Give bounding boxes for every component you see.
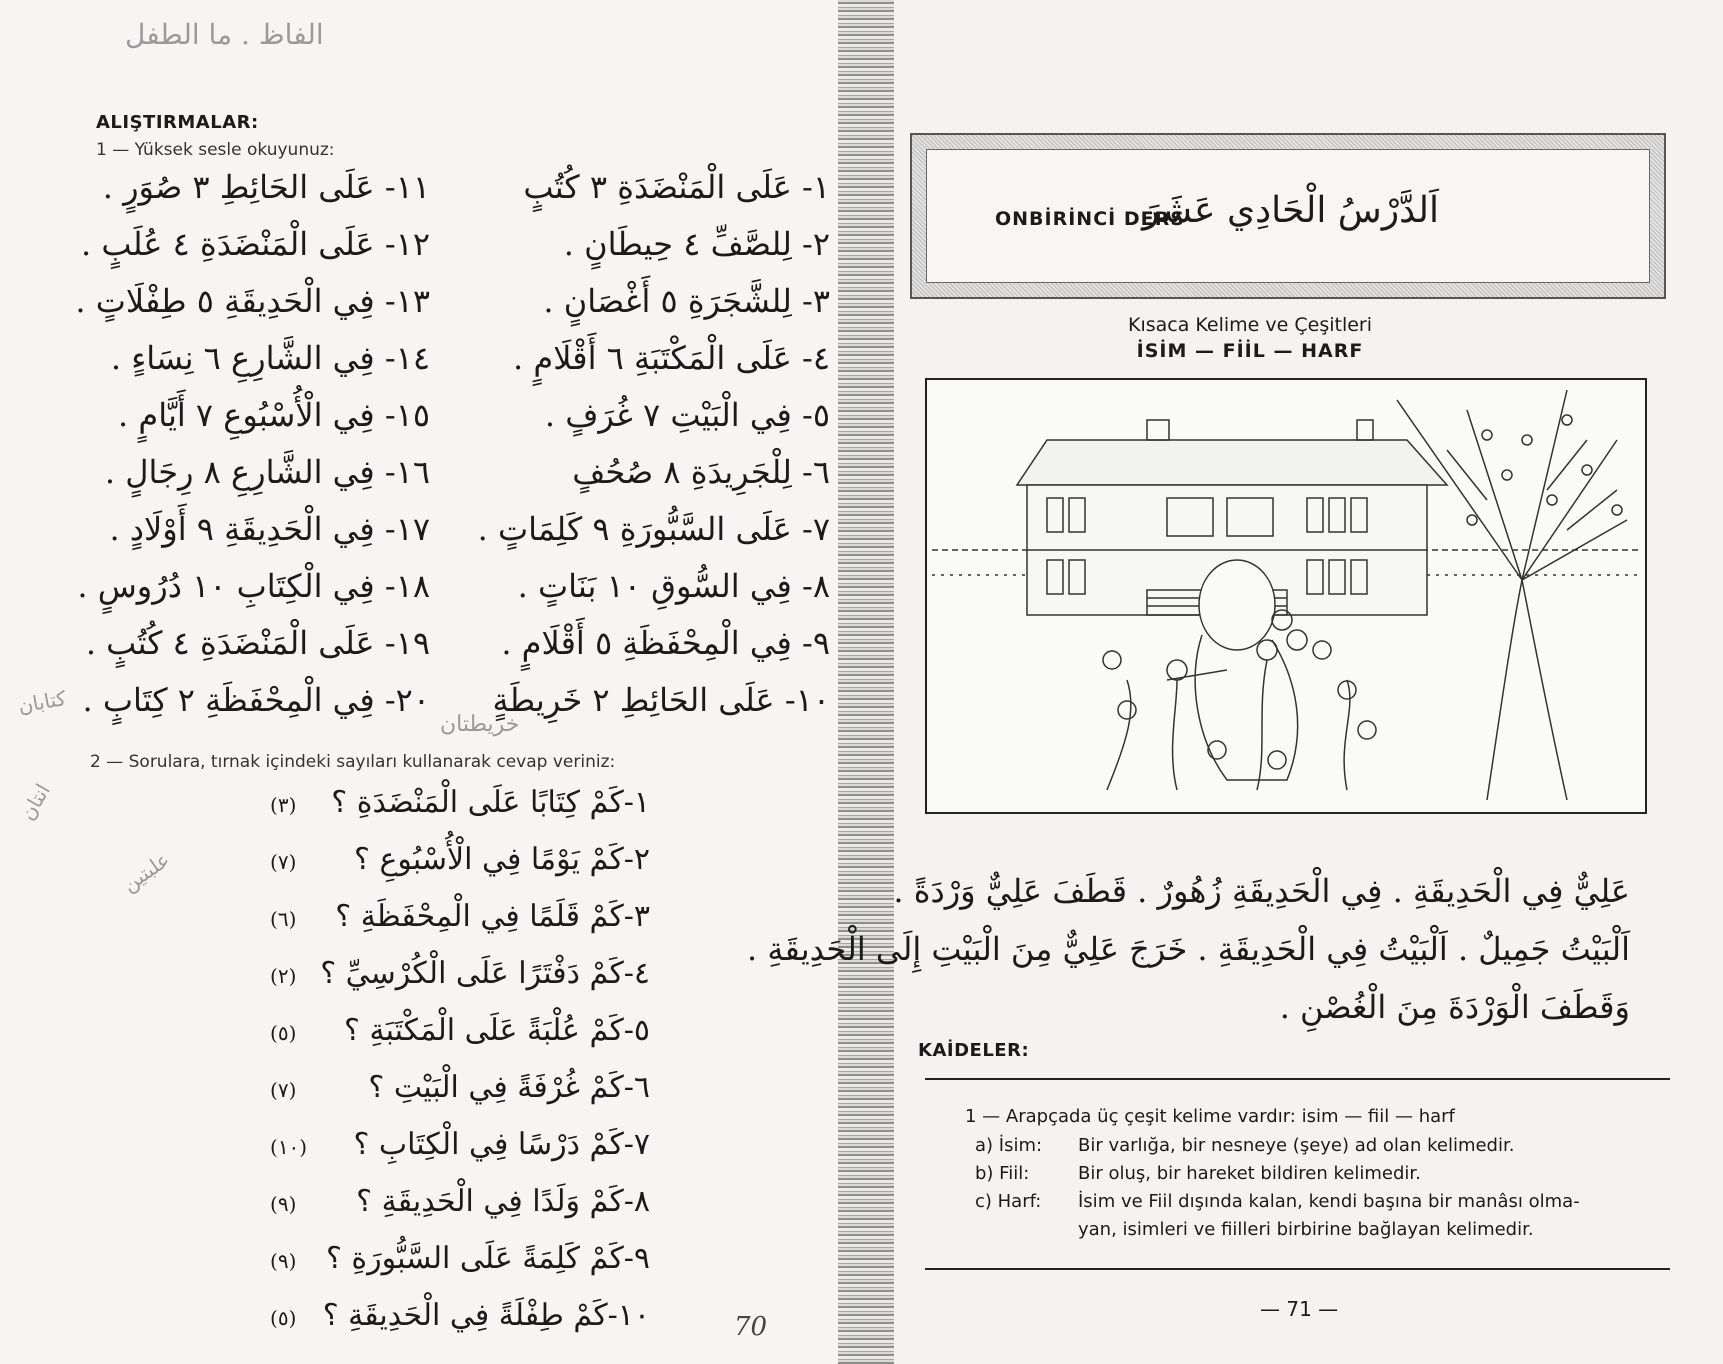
book-spine — [838, 0, 894, 1364]
lesson-title-turkish: ONBİRİNCİ DERS — [995, 208, 1185, 230]
exercise1-row — [70, 396, 830, 452]
exercise2-row — [270, 1184, 650, 1242]
paragraph-line: اَلْبَيْتُ جَمِيلٌ . اَلْبَيْتُ فِي الْحَدِيقَةِ . خَرَجَ عَلِيٌّ مِنَ الْبَيْتِ إِلَى الْحَدِيقَةِ . — [747, 930, 1630, 968]
exercise2-hint-number: (١٠) — [270, 1135, 308, 1159]
handwritten-note-top: الفاظ . ما الطفل — [125, 18, 324, 51]
exercise1-row — [70, 510, 830, 566]
exercise2-question: ٤-كَمْ دَفْتَرًا عَلَى الْكُرْسِيِّ ؟ — [320, 956, 650, 991]
exercise1-item-right: ١٠- عَلَى الحَائِطِ ٢ خَرِيطَةٍ — [492, 681, 830, 719]
exercise1-item-left: ١٧- فِي الْحَدِيقَةِ ٩ أَوْلَادٍ . — [109, 510, 430, 548]
exercise1-row — [70, 453, 830, 509]
exercise1-item-right: ٦- لِلْجَرِيدَةِ ٨ صُحُفٍ — [572, 453, 830, 491]
exercise2-row — [270, 1127, 650, 1185]
exercise1-item-left: ٢٠- فِي الْمِحْفَظَةِ ٢ كِتَابٍ . — [82, 681, 430, 719]
exercise2-question: ٦-كَمْ غُرْفَةً فِي الْبَيْتِ ؟ — [368, 1070, 650, 1105]
exercise1-item-right: ٨- فِي السُّوقِ ١٠ بَنَاتٍ . — [517, 567, 830, 605]
definition-text: İsim ve Fiil dışında kalan, kendi başına bir manâsı olma- — [1078, 1191, 1580, 1212]
rule-1-text: 1 — Arapçada üç çeşit kelime vardır: isim — fiil — harf — [965, 1106, 1455, 1127]
section-subtitle: Kısaca Kelime ve Çeşitleri — [1127, 314, 1373, 336]
exercise1-instruction: 1 — Yüksek sesle okuyunuz: — [96, 140, 335, 160]
exercise2-hint-number: (٧) — [270, 1078, 297, 1102]
exercise2-question: ٥-كَمْ عُلْبَةً عَلَى الْمَكْتَبَةِ ؟ — [344, 1013, 650, 1048]
exercise2-question: ١٠-كَمْ طِفْلَةً فِي الْحَدِيقَةِ ؟ — [322, 1298, 650, 1333]
garden-scene-drawing — [927, 380, 1645, 812]
paragraph-line: وَقَطَفَ الْوَرْدَةَ مِنَ الْغُصْنِ . — [1279, 988, 1630, 1026]
definition-text: yan, isimleri ve fiilleri birbirine bağlayan kelimedir. — [1078, 1219, 1534, 1240]
definition-text: Bir oluş, bir hareket bildiren kelimedir. — [1078, 1163, 1421, 1184]
exercise2-question: ٩-كَمْ كَلِمَةً عَلَى السَّبُّورَةِ ؟ — [325, 1241, 650, 1276]
exercise1-row — [70, 567, 830, 623]
exercise2-row — [270, 956, 650, 1014]
handwritten-note-margin-1: كتابان — [16, 686, 68, 718]
exercise2-hint-number: (٣) — [270, 793, 297, 817]
exercise2-hint-number: (٧) — [270, 850, 297, 874]
exercise1-row — [70, 282, 830, 338]
word-types-heading: İSİM — FİİL — HARF — [1136, 340, 1364, 362]
exercise1-item-left: ١٥- فِي الْأُسْبُوعِ ٧ أَيَّامٍ . — [118, 396, 430, 434]
exercise1-row — [70, 225, 830, 281]
exercise2-question: ١-كَمْ كِتَابًا عَلَى الْمَنْضَدَةِ ؟ — [331, 785, 650, 820]
page-number-right: — 71 — — [1260, 1297, 1339, 1321]
exercise1-row — [70, 339, 830, 395]
handwritten-note-margin-4: علبتين — [117, 847, 175, 897]
handwritten-note-margin-3: انتان — [15, 779, 55, 825]
exercise2-question: ٣-كَمْ قَلَمًا فِي الْمِحْفَظَةِ ؟ — [335, 899, 650, 934]
exercise1-row — [70, 168, 830, 224]
exercise2-hint-number: (٢) — [270, 964, 297, 988]
exercise1-item-right: ٢- لِلصَّفِّ ٤ حِيطَانٍ . — [563, 225, 830, 263]
rules-divider-top — [925, 1078, 1670, 1080]
exercise1-row — [70, 624, 830, 680]
exercise2-question: ٢-كَمْ يَوْمًا فِي الْأُسْبُوعِ ؟ — [353, 842, 650, 877]
paragraph-line: عَلِيٌّ فِي الْحَدِيقَةِ . فِي الْحَدِيقَةِ زُهُورٌ . قَطَفَ عَلِيٌّ وَرْدَةً . — [893, 872, 1630, 910]
exercise2-question: ٨-كَمْ وَلَدًا فِي الْحَدِيقَةِ ؟ — [356, 1184, 650, 1219]
exercise2-question: ٧-كَمْ دَرْسًا فِي الْكِتَابِ ؟ — [353, 1127, 650, 1162]
exercise1-item-left: ١١- عَلَى الحَائِطِ ٣ صُوَرٍ . — [102, 168, 430, 206]
exercise2-row — [270, 1013, 650, 1071]
definition-label: b) Fiil: — [975, 1163, 1030, 1184]
exercises-heading: ALIŞTIRMALAR: — [96, 112, 259, 133]
illustration-garden — [925, 378, 1647, 814]
exercise1-item-left: ١٢- عَلَى الْمَنْضَدَةِ ٤ عُلَبٍ . — [81, 225, 430, 263]
exercise2-row — [270, 785, 650, 843]
exercise2-hint-number: (٩) — [270, 1192, 297, 1216]
exercise2-hint-number: (٥) — [270, 1021, 297, 1045]
exercise1-item-right: ٥- فِي الْبَيْتِ ٧ غُرَفٍ . — [544, 396, 830, 434]
rules-divider-bottom — [925, 1268, 1670, 1270]
exercise1-item-right: ٤- عَلَى الْمَكْتَبَةِ ٦ أَقْلَامٍ . — [513, 339, 830, 377]
exercise2-row — [270, 1070, 650, 1128]
definition-label: c) Harf: — [975, 1191, 1042, 1212]
exercise2-row — [270, 899, 650, 957]
exercise1-item-right: ١- عَلَى الْمَنْضَدَةِ ٣ كُتُبٍ — [523, 168, 830, 206]
exercise2-row — [270, 842, 650, 900]
exercise1-item-right: ٩- فِي الْمِحْفَظَةِ ٥ أَقْلَامٍ . — [501, 624, 830, 662]
lesson-title-box — [910, 133, 1666, 299]
exercise2-row — [270, 1241, 650, 1299]
exercise2-hint-number: (٥) — [270, 1306, 297, 1330]
lesson-title-arabic: اَلدَّرْسُ الْحَادِي عَشَرَ — [1142, 190, 1439, 231]
exercise2-hint-number: (٩) — [270, 1249, 297, 1273]
exercise1-item-left: ١٤- فِي الشَّارِعِ ٦ نِسَاءٍ . — [110, 339, 430, 377]
handwritten-note-margin-2: خريطتان — [440, 712, 520, 737]
exercise1-item-right: ٣- لِلشَّجَرَةِ ٥ أَغْصَانٍ . — [543, 282, 830, 320]
exercise2-hint-number: (٦) — [270, 907, 297, 931]
exercise2-row — [270, 1298, 650, 1356]
left-page — [0, 0, 850, 1364]
page-number-left: 70 — [734, 1312, 768, 1342]
exercise1-item-left: ١٨- فِي الْكِتَابِ ١٠ دُرُوسٍ . — [77, 567, 430, 605]
exercise2-instruction: 2 — Sorulara, tırnak içindeki sayıları kullanarak cevap veriniz: — [90, 752, 616, 772]
exercise1-item-left: ١٩- عَلَى الْمَنْضَدَةِ ٤ كُتُبٍ . — [85, 624, 430, 662]
rules-heading: KAİDELER: — [918, 1040, 1030, 1061]
exercise1-item-left: ١٣- فِي الْحَدِيقَةِ ٥ طِفْلَاتٍ . — [75, 282, 430, 320]
exercise1-item-left: ١٦- فِي الشَّارِعِ ٨ رِجَالٍ . — [104, 453, 430, 491]
exercise1-item-right: ٧- عَلَى السَّبُّورَةِ ٩ كَلِمَاتٍ . — [477, 510, 830, 548]
definition-label: a) İsim: — [975, 1135, 1043, 1156]
definition-text: Bir varlığa, bir nesneye (şeye) ad olan kelimedir. — [1078, 1135, 1515, 1156]
